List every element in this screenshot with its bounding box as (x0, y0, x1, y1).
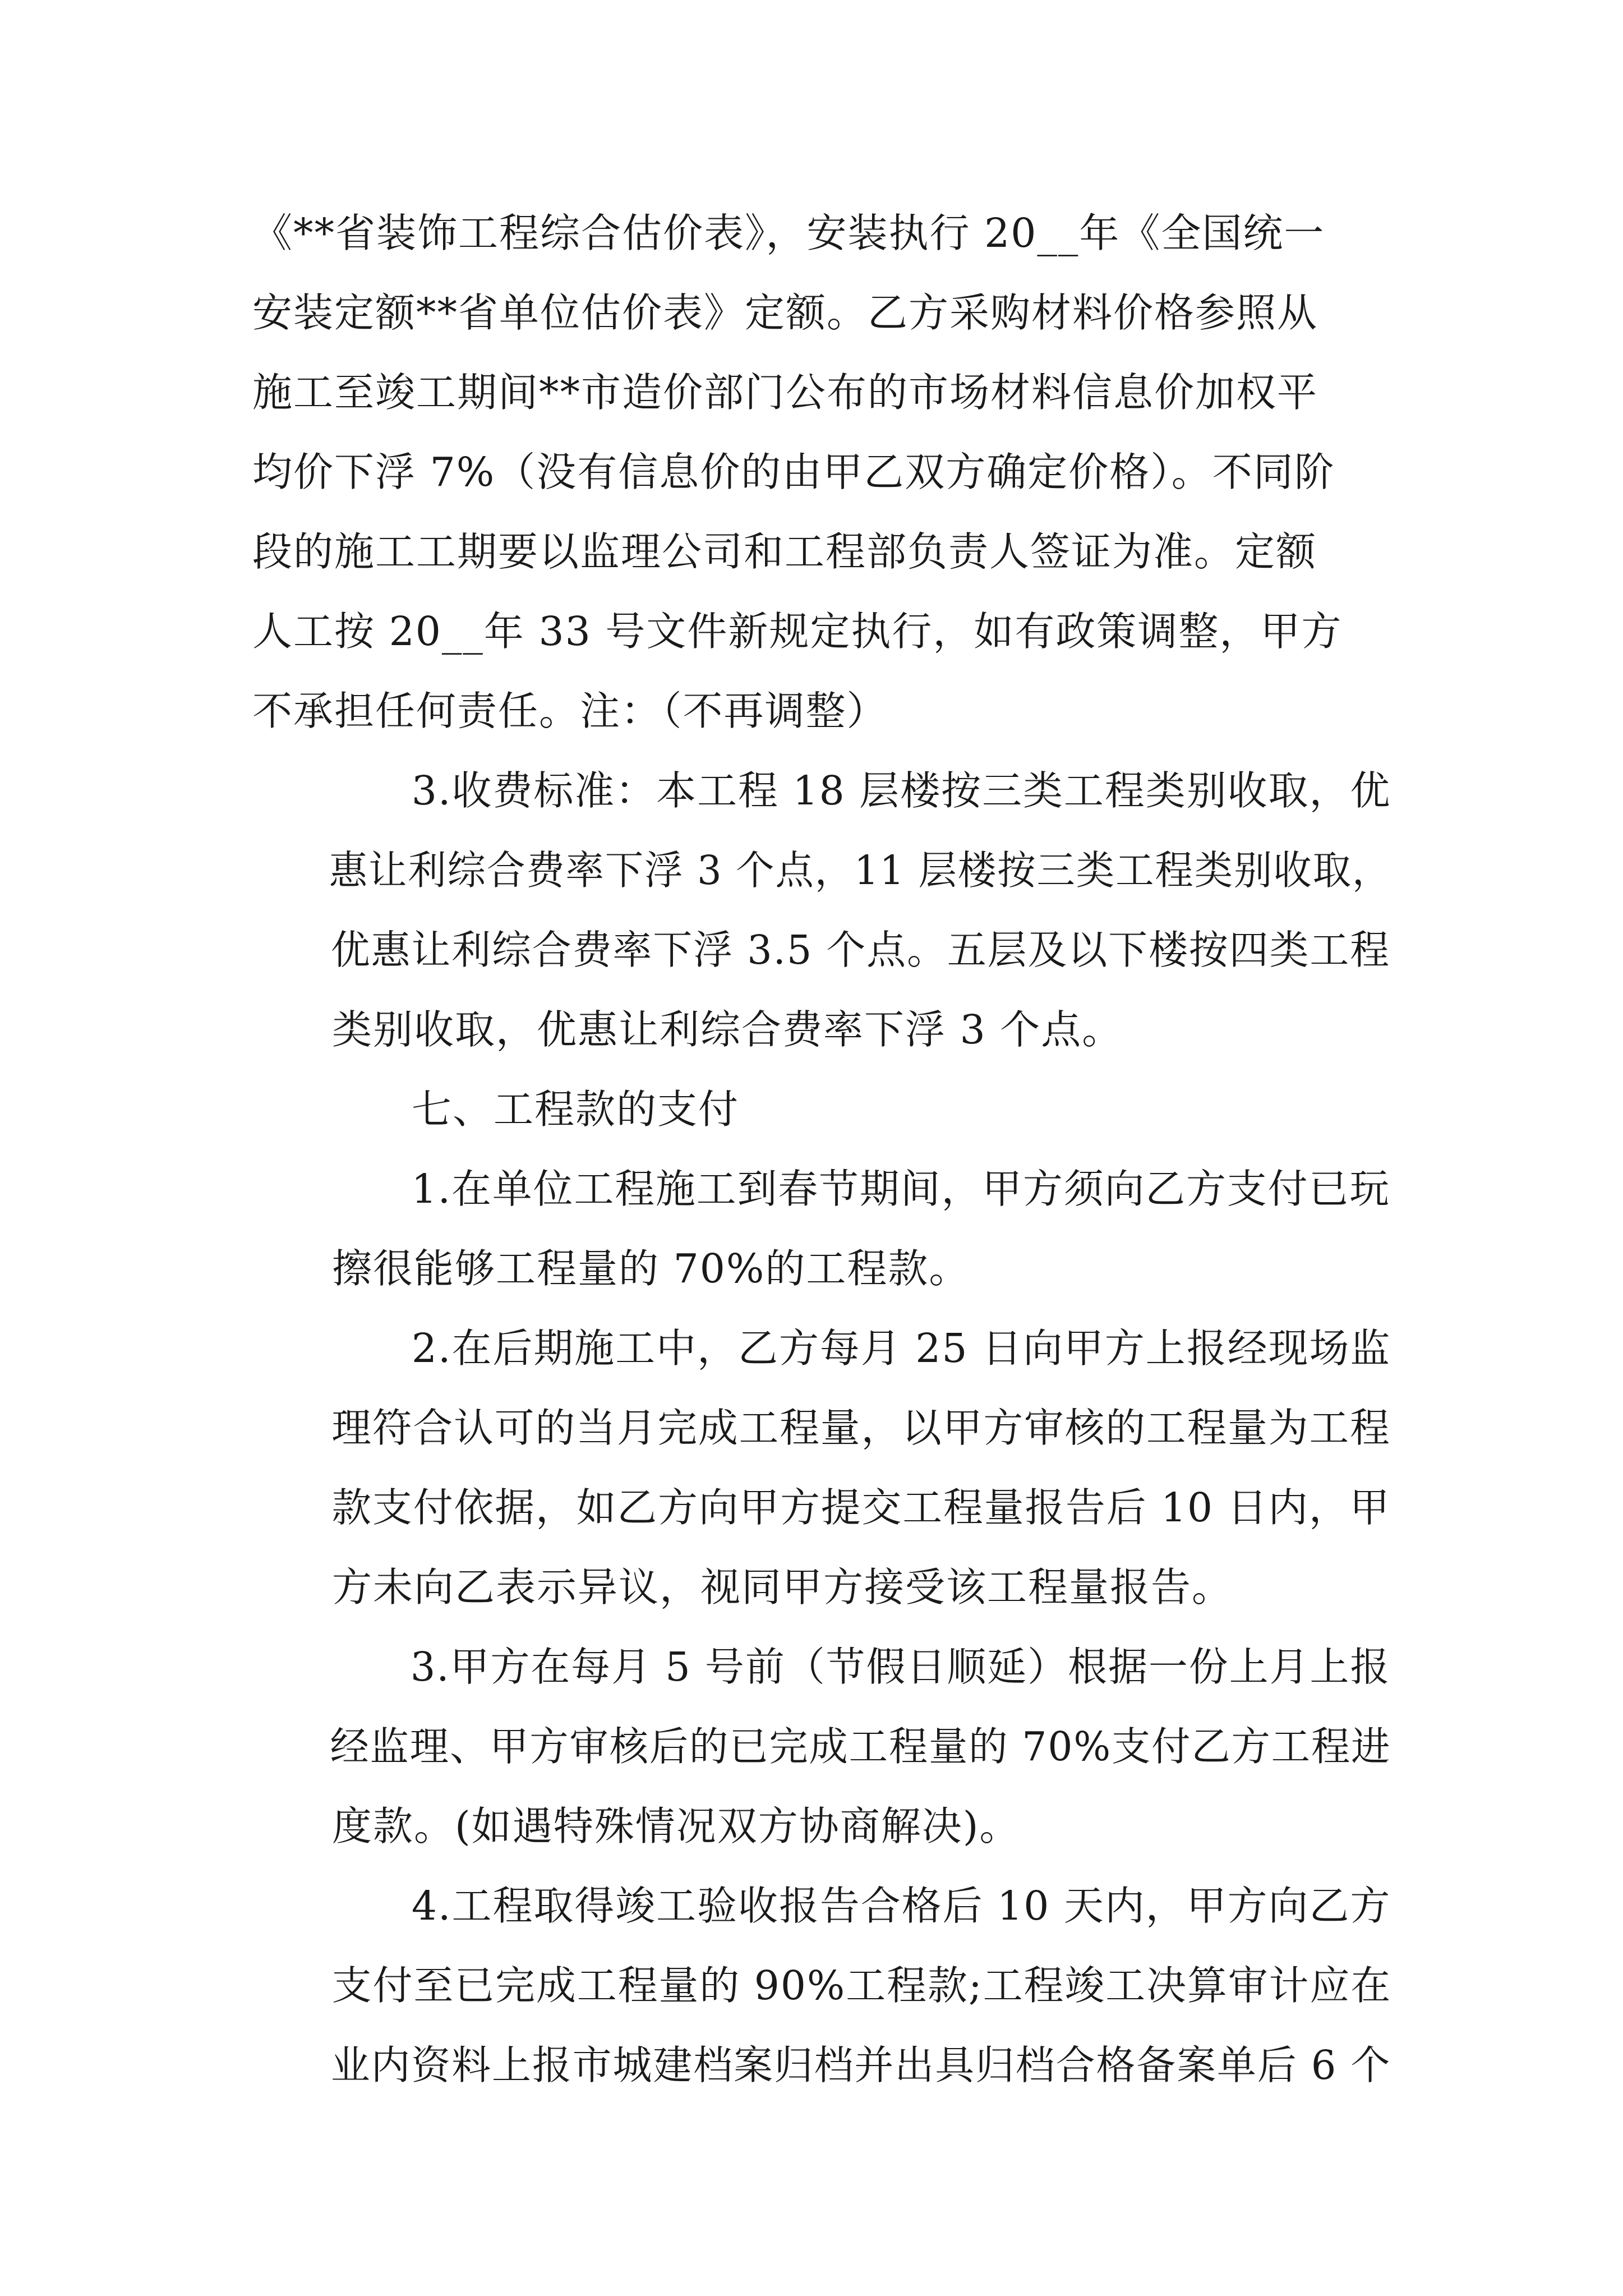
text-line: 类别收取，优惠让利综合费率下浮 3 个点。 (332, 1006, 1123, 1053)
text-line: 擦很能够工程量的 70%的工程款。 (332, 1245, 970, 1292)
text-line: 惠让利综合费率下浮 3 个点，11 层楼按三类工程类别收取， (329, 847, 1392, 894)
text-line: 经监理、甲方审核后的已完成工程量的 70%支付乙方工程进 (330, 1723, 1391, 1770)
text-line: 均价下浮 7%（没有信息价的由甲乙双方确定价格）。不同阶 (252, 449, 1335, 495)
text-line: 支付至已完成工程量的 90%工程款;工程竣工决算审计应在 (331, 1962, 1392, 2009)
section-heading-payment (252, 1070, 1391, 1149)
text-line: 理符合认可的当月完成工程量，以甲方审核的工程量为工程 (331, 1405, 1391, 1451)
text-line: 3.甲方在每月 5 号前（节假日顺延）根据一份上月上报 (410, 1644, 1391, 1690)
paragraph-payment-4 (252, 1866, 1391, 2105)
text-line: 段的施工工期要以监理公司和工程部负责人签证为准。定额 (252, 528, 1317, 575)
paragraph-payment-2 (252, 1309, 1391, 1627)
text-line: 施工至竣工期间**市造价部门公布的市场材料信息价加权平 (252, 369, 1318, 416)
text-line: 4.工程取得竣工验收报告合格后 10 天内，甲方向乙方 (411, 1883, 1391, 1929)
text-line: 度款。(如遇特殊情况双方协商解决)。 (332, 1803, 1021, 1849)
document-body (252, 194, 1391, 2105)
text-line: 3.收费标准：本工程 18 层楼按三类工程类别收取，优 (411, 767, 1391, 814)
text-line: 不承担任何责任。注：（不再调整） (252, 688, 888, 734)
text-line: 方未向乙表示异议，视同甲方接受该工程量报告。 (332, 1564, 1233, 1611)
paragraph-payment-1 (252, 1149, 1391, 1309)
text-line: 1.在单位工程施工到春节期间，甲方须向乙方支付已玩 (411, 1166, 1391, 1212)
paragraph-payment-3 (252, 1627, 1391, 1866)
paragraph-continuation (252, 194, 1391, 751)
text-line: 业内资料上报市城建档案归档并出具归档合格备案单后 6 个 (330, 2042, 1391, 2088)
text-line: 优惠让利综合费率下浮 3.5 个点。五层及以下楼按四类工程 (330, 927, 1391, 973)
paragraph-fee-standard (252, 751, 1391, 1070)
section-heading-text: 七、工程款的支付 (412, 1086, 740, 1133)
text-line: 《**省装饰工程综合估价表》，安装执行 20__年《全国统一 (252, 210, 1325, 256)
text-line: 人工按 20__年 33 号文件新规定执行，如有政策调整，甲方 (252, 608, 1343, 655)
text-line: 安装定额**省单位估价表》定额。乙方采购材料价格参照从 (252, 289, 1318, 336)
text-line: 2.在后期施工中，乙方每月 25 日向甲方上报经现场监 (411, 1325, 1391, 1372)
text-line: 款支付依据，如乙方向甲方提交工程量报告后 10 日内，甲 (331, 1484, 1391, 1531)
